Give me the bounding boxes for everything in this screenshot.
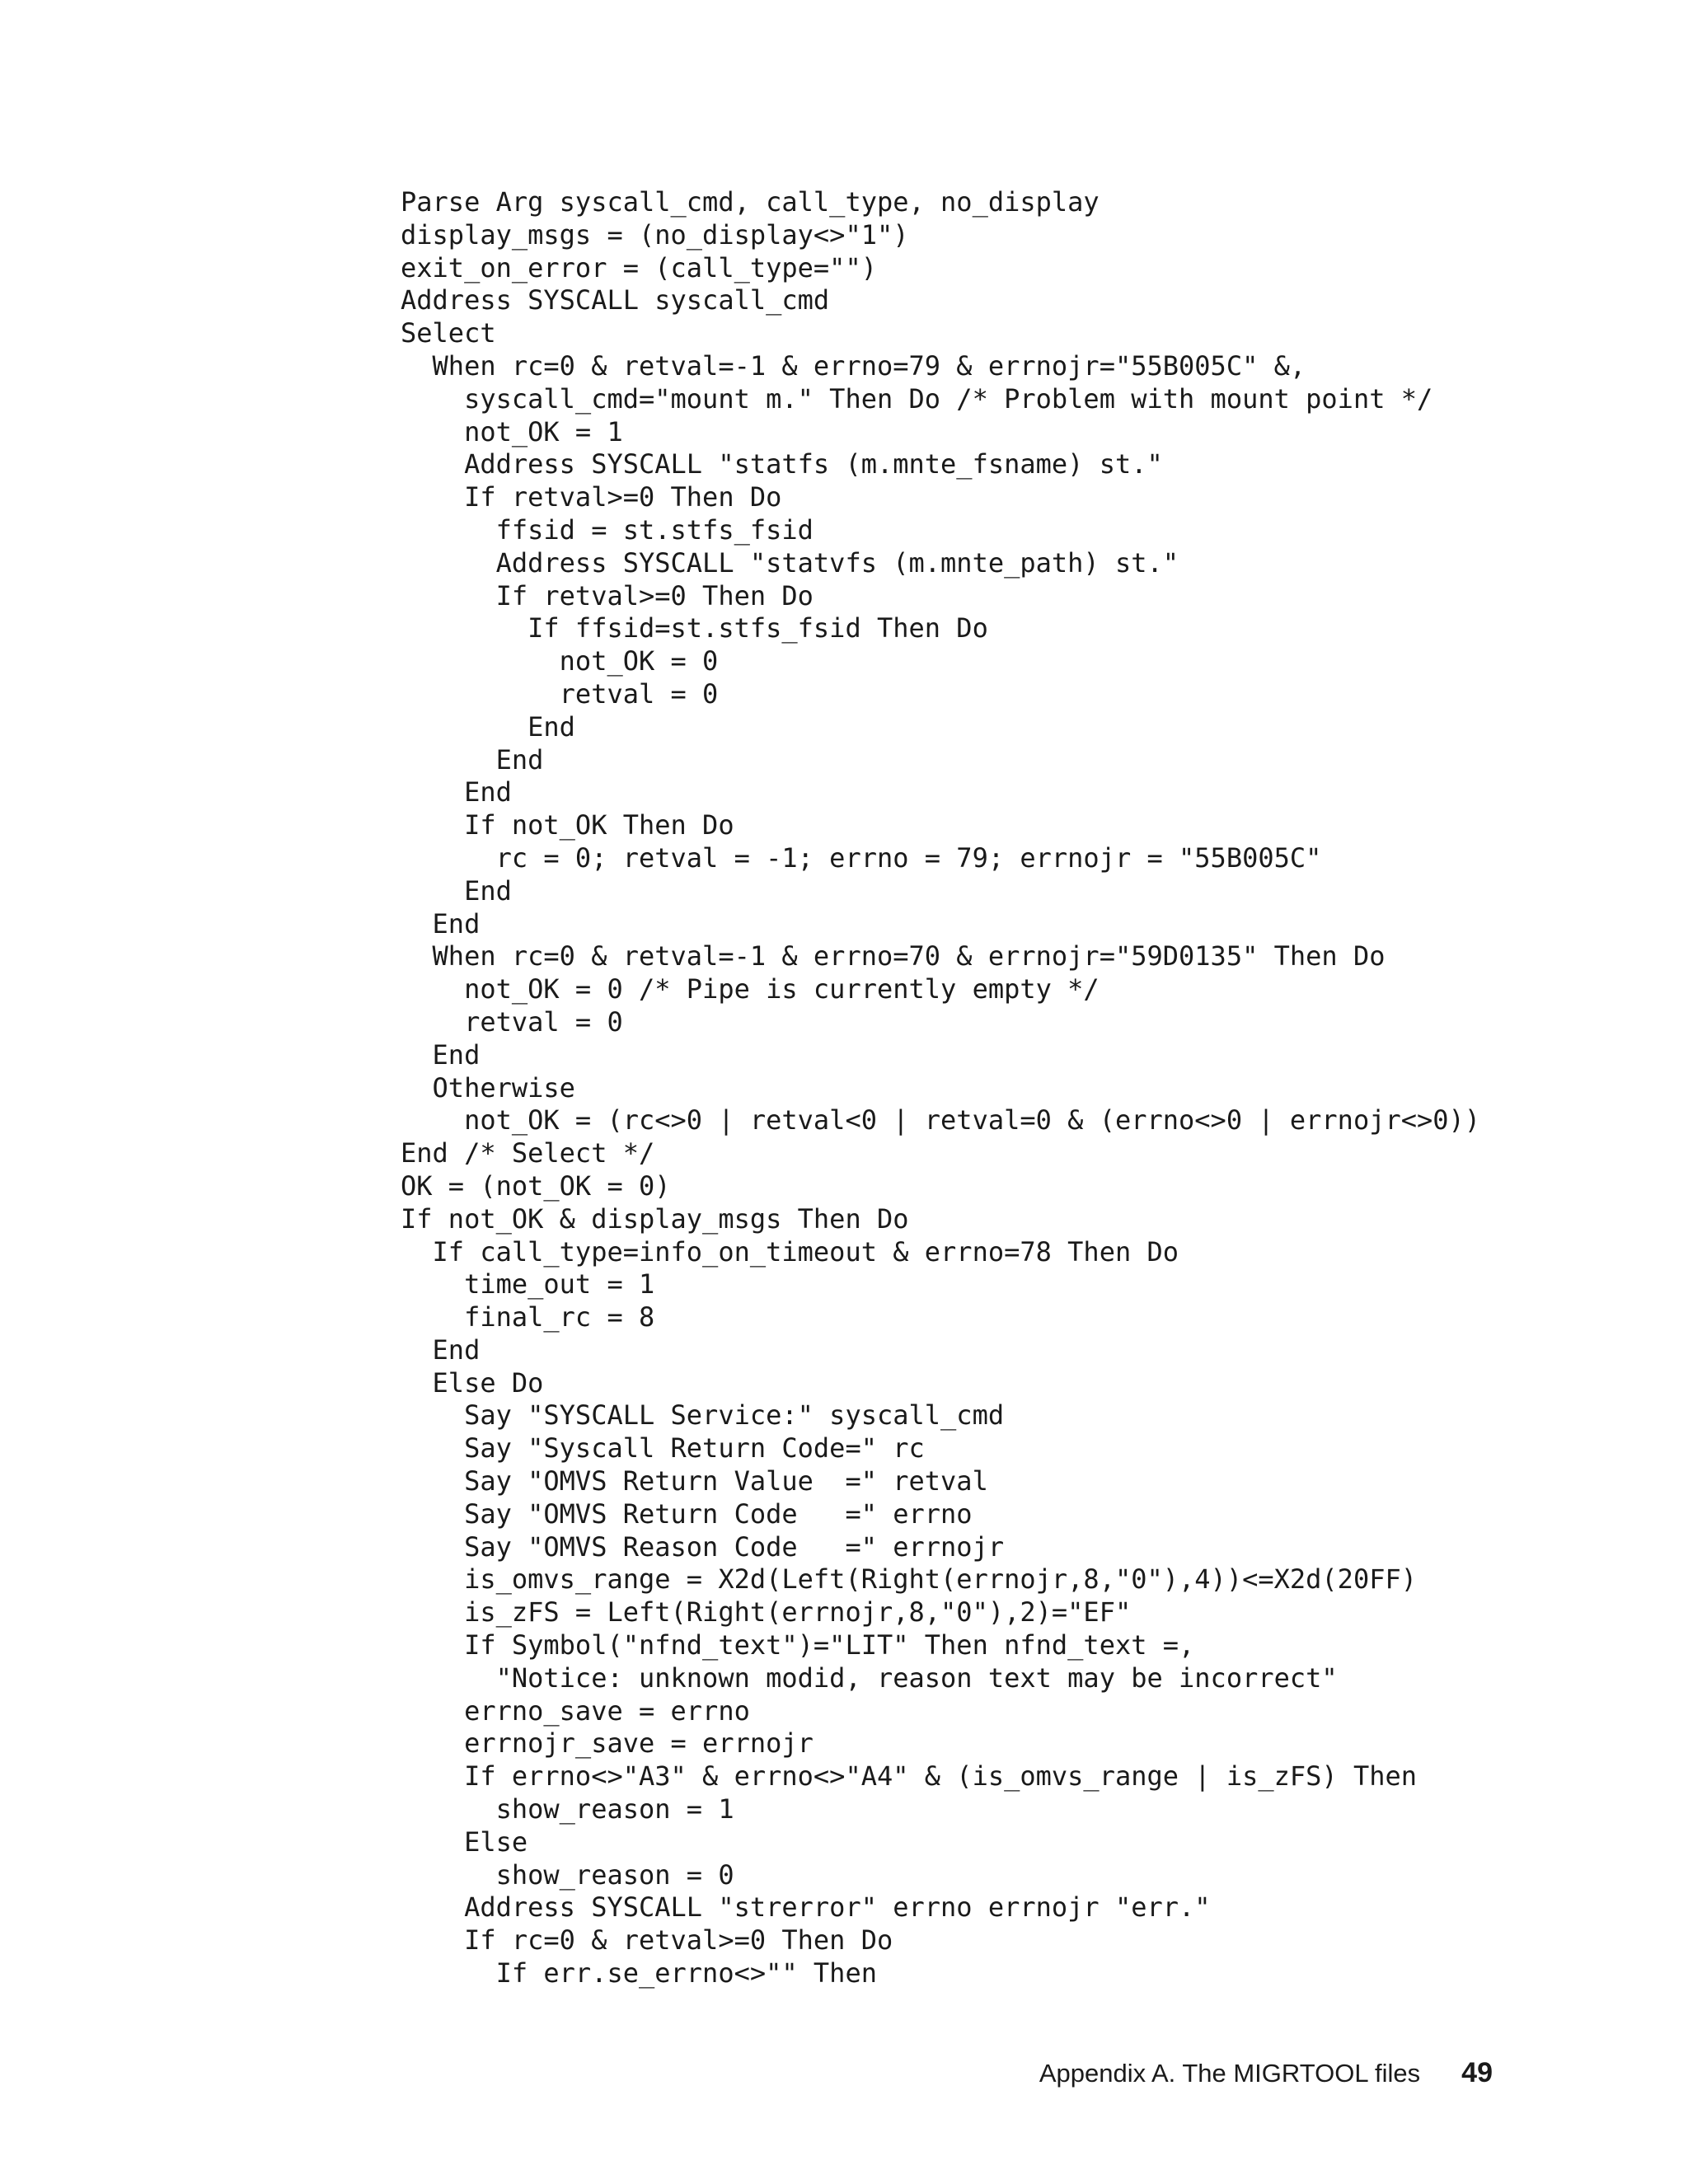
code-line: Say "OMVS Return Code =" errno xyxy=(401,1497,973,1530)
code-line: not_OK = 0 xyxy=(401,645,719,677)
code-line: Say "Syscall Return Code=" rc xyxy=(401,1432,925,1465)
code-line: ffsid = st.stfs_fsid xyxy=(401,513,814,546)
code-line: not_OK = 1 xyxy=(401,415,623,448)
code-line: Address SYSCALL "statfs (m.mnte_fsname) st." xyxy=(401,448,1163,480)
code-line: "Notice: unknown modid, reason text may be incorrect" xyxy=(401,1661,1338,1694)
code-line: show_reason = 1 xyxy=(401,1793,734,1825)
code-line: show_reason = 0 xyxy=(401,1858,734,1891)
code-line: End xyxy=(401,907,481,940)
code-line: Say "SYSCALL Service:" syscall_cmd xyxy=(401,1399,1005,1432)
code-line: exit_on_error = (call_type="") xyxy=(401,251,877,284)
code-line: If call_type=info_on_timeout & errno=78 Then Do xyxy=(401,1235,1179,1268)
code-listing xyxy=(401,186,1480,1990)
code-line: Address SYSCALL syscall_cmd xyxy=(401,284,830,316)
code-line: time_out = 1 xyxy=(401,1268,655,1301)
code-line: Otherwise xyxy=(401,1071,575,1104)
code-line: Address SYSCALL "strerror" errno errnojr "err." xyxy=(401,1891,1211,1924)
code-line: End /* Select */ xyxy=(401,1137,655,1169)
page-number: 49 xyxy=(1461,2057,1493,2088)
code-line: Address SYSCALL "statvfs (m.mnte_path) st." xyxy=(401,546,1179,579)
code-line: Select xyxy=(401,317,496,349)
code-line: End xyxy=(401,710,575,743)
code-line: End xyxy=(401,743,544,776)
code-line: If not_OK & display_msgs Then Do xyxy=(401,1202,909,1235)
code-line: errno_save = errno xyxy=(401,1694,750,1727)
code-line: syscall_cmd="mount m." Then Do /* Problem with mount point */ xyxy=(401,382,1433,415)
code-line: End xyxy=(401,874,512,907)
code-line: If not_OK Then Do xyxy=(401,809,734,841)
code-line: final_rc = 8 xyxy=(401,1301,655,1333)
code-line: display_msgs = (no_display<>"1") xyxy=(401,218,909,251)
code-line: If Symbol("nfnd_text")="LIT" Then nfnd_text =, xyxy=(401,1629,1195,1661)
code-line: If rc=0 & retval>=0 Then Do xyxy=(401,1924,893,1957)
code-line: errnojr_save = errnojr xyxy=(401,1727,814,1760)
code-line: If err.se_errno<>"" Then xyxy=(401,1957,877,1990)
code-line: When rc=0 & retval=-1 & errno=70 & errnojr="59D0135" Then Do xyxy=(401,940,1386,972)
code-line: not_OK = 0 /* Pipe is currently empty */ xyxy=(401,973,1100,1005)
code-line: not_OK = (rc<>0 | retval<0 | retval=0 & (errno<>0 | errnojr<>0)) xyxy=(401,1104,1481,1137)
code-line: is_omvs_range = X2d(Left(Right(errnojr,8,"0"),4))<=X2d(20FF) xyxy=(401,1563,1417,1596)
code-line: retval = 0 xyxy=(401,677,719,710)
footer-title: Appendix A. The MIGRTOOL files xyxy=(1039,2059,1421,2088)
code-line: If errno<>"A3" & errno<>"A4" & (is_omvs_range | is_zFS) Then xyxy=(401,1760,1417,1793)
code-line: If retval>=0 Then Do xyxy=(401,481,782,513)
code-line: OK = (not_OK = 0) xyxy=(401,1169,671,1202)
code-line: Else Do xyxy=(401,1366,544,1399)
code-line: If retval>=0 Then Do xyxy=(401,579,814,612)
code-line: Say "OMVS Reason Code =" errnojr xyxy=(401,1530,1005,1563)
code-line: Else xyxy=(401,1825,528,1858)
code-line: retval = 0 xyxy=(401,1005,623,1038)
code-line: When rc=0 & retval=-1 & errno=79 & errnojr="55B005C" &, xyxy=(401,349,1306,382)
code-line: End xyxy=(401,1333,481,1366)
code-line: rc = 0; retval = -1; errno = 79; errnojr = "55B005C" xyxy=(401,841,1322,874)
code-line: End xyxy=(401,1038,481,1071)
page-footer xyxy=(1039,2057,1493,2089)
code-line: is_zFS = Left(Right(errnojr,8,"0"),2)="EF" xyxy=(401,1596,1132,1629)
code-line: Parse Arg syscall_cmd, call_type, no_display xyxy=(401,186,1100,218)
code-line: If ffsid=st.stfs_fsid Then Do xyxy=(401,612,988,644)
code-line: End xyxy=(401,776,512,808)
code-line: Say "OMVS Return Value =" retval xyxy=(401,1465,988,1497)
